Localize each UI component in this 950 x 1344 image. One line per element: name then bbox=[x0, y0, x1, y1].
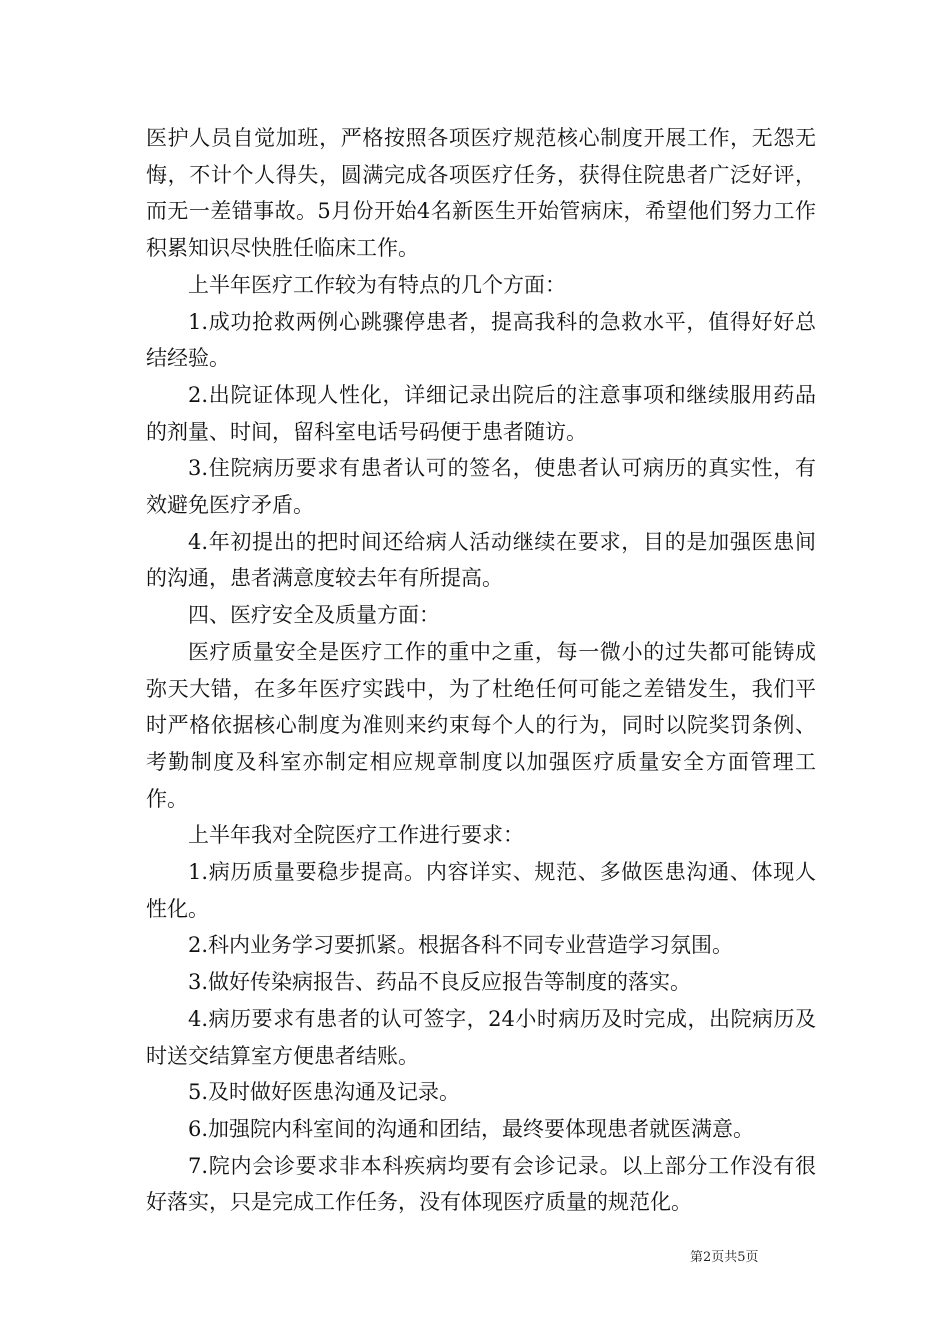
section-heading-safety: 四、医疗安全及质量方面： bbox=[188, 603, 440, 628]
page-number: 第2页共5页 bbox=[690, 1250, 759, 1265]
paragraph-requirement-2: 2.科内业务学习要抓紧。根据各科不同专业营造学习氛围。 bbox=[188, 933, 734, 958]
paragraph-feature-2: 2.出院证体现人性化，详细记录出院后的注意事项和继续服用药品的剂量、时间，留科室电话号码便于患者随访。 bbox=[146, 382, 816, 444]
document-body bbox=[146, 120, 816, 1221]
paragraph-safety: 医疗质量安全是医疗工作的重中之重，每一微小的过失都可能铸成弥天大错，在多年医疗实践中，为了杜绝任何可能之差错发生，我们平时严格依据核心制度为准则来约束每个人的行为，同时以院奖罚条例、考勤制度及科室亦制定相应规章制度以加强医疗质量安全方面管理工作。 bbox=[146, 639, 816, 811]
paragraph-requirements-heading: 上半年我对全院医疗工作进行要求： bbox=[188, 823, 524, 848]
paragraph-feature-1: 1.成功抢救两例心跳骤停患者，提高我科的急救水平，值得好好总结经验。 bbox=[146, 309, 816, 371]
paragraph-requirement-4: 4.病历要求有患者的认可签字，24小时病历及时完成，出院病历及时送交结算室方便患者结账。 bbox=[146, 1006, 816, 1068]
paragraph-requirement-5: 5.及时做好医患沟通及记录。 bbox=[188, 1080, 461, 1105]
paragraph-requirement-3: 3.做好传染病报告、药品不良反应报告等制度的落实。 bbox=[188, 970, 692, 995]
paragraph-requirement-1: 1.病历质量要稳步提高。内容详实、规范、多做医患沟通、体现人性化。 bbox=[146, 860, 816, 921]
paragraph-features-heading: 上半年医疗工作较为有特点的几个方面： bbox=[188, 272, 566, 297]
paragraph-feature-4: 4.年初提出的把时间还给病人活动继续在要求，目的是加强医患间的沟通，患者满意度较去年有所提高。 bbox=[146, 529, 816, 591]
paragraph-continuation: 医护人员自觉加班，严格按照各项医疗规范核心制度开展工作，无怨无悔，不计个人得失，圆满完成各项医疗任务，获得住院患者广泛好评，而无一差错事故。5月份开始4名新医生开始管病床，希望他们努力工作积累知识尽快胜任临床工作。 bbox=[146, 126, 816, 261]
paragraph-requirement-6: 6.加强院内科室间的沟通和团结，最终要体现患者就医满意。 bbox=[188, 1116, 755, 1141]
paragraph-feature-3: 3.住院病历要求有患者认可的签名，使患者认可病历的真实性，有效避免医疗矛盾。 bbox=[146, 456, 816, 518]
paragraph-requirement-7: 7.院内会诊要求非本科疾病均要有会诊记录。以上部分工作没有很好落实，只是完成工作任务，没有体现医疗质量的规范化。 bbox=[146, 1153, 816, 1215]
